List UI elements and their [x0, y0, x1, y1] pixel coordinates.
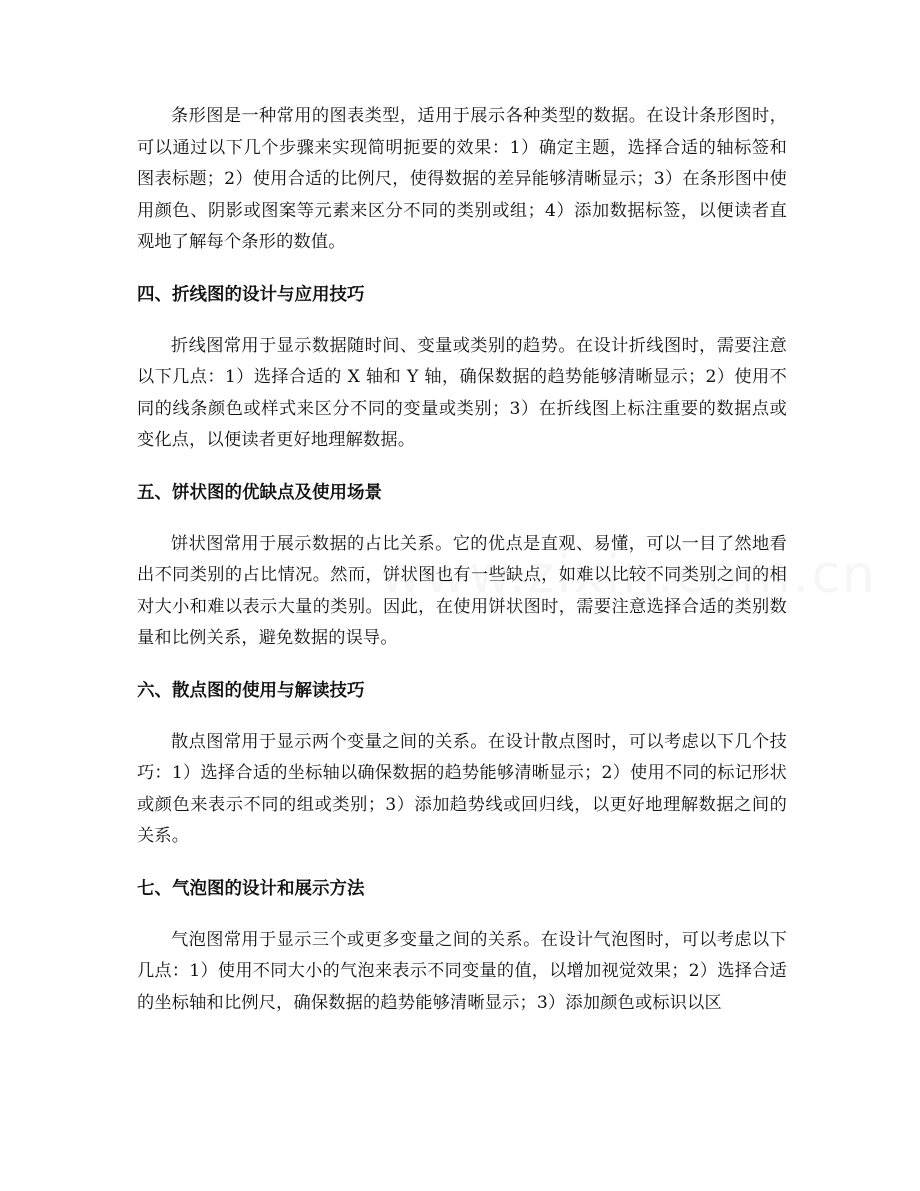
- section-body-scatter-plot: 散点图常用于显示两个变量之间的关系。在设计散点图时，可以考虑以下几个技巧：1）选择合适的坐标轴以确保数据的趋势能够清晰显示；2）使用不同的标记形状或颜色来表示不同的组或类别；3）添加趋势线或回归线，以更好地理解数据之间的关系。: [137, 731, 787, 846]
- section-heading-scatter-plot: 六、散点图的使用与解读技巧: [137, 680, 365, 701]
- section-heading-bubble-chart: 七、气泡图的设计和展示方法: [137, 878, 365, 899]
- section-body-bubble-chart: 气泡图常用于显示三个或更多变量之间的关系。在设计气泡图时，可以考虑以下几点：1）使用不同大小的气泡来表示不同变量的值，以增加视觉效果；2）选择合适的坐标轴和比例尺，确保数据的趋势能够清晰显示；3）添加颜色或标识以区: [137, 929, 787, 1013]
- section-heading-pie-chart: 五、饼状图的优缺点及使用场景: [137, 482, 382, 503]
- section-heading-line-chart: 四、折线图的设计与应用技巧: [137, 284, 365, 305]
- intro-paragraph: 条形图是一种常用的图表类型，适用于展示各种类型的数据。在设计条形图时，可以通过以下几个步骤来实现简明扼要的效果：1）确定主题，选择合适的轴标签和图表标题；2）使用合适的比例尺，使得数据的差异能够清晰显示；3）在条形图中使用颜色、阴影或图案等元素来区分不同的类别或组；4）添加数据标签，以便读者直观地了解每个条形的数值。: [137, 106, 787, 252]
- section-body-line-chart: 折线图常用于显示数据随时间、变量或类别的趋势。在设计折线图时，需要注意以下几点：1）选择合适的 X 轴和 Y 轴，确保数据的趋势能够清晰显示；2）使用不同的线条颜色或样式来区分不同的变量或类别；3）在折线图上标注重要的数据点或变化点，以便读者更好地理解数据。: [137, 335, 787, 450]
- section-body-pie-chart: 饼状图常用于展示数据的占比关系。它的优点是直观、易懂，可以一目了然地看出不同类别的占比情况。然而，饼状图也有一些缺点，如难以比较不同类别之间的相对大小和难以表示大量的类别。因此，在使用饼状图时，需要注意选择合适的类别数量和比例关系，避免数据的误导。: [137, 533, 787, 648]
- document-content: [137, 101, 787, 1019]
